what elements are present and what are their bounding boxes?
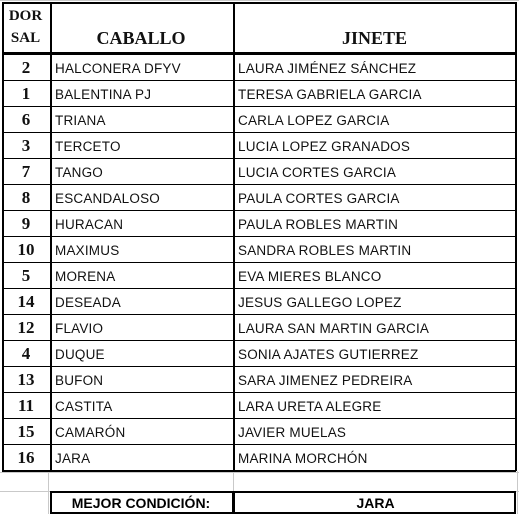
jinete-cell[interactable] [234, 237, 516, 263]
gridline [0, 0, 519, 1]
caballo-cell[interactable] [51, 263, 233, 289]
jinete-cell[interactable] [234, 445, 516, 471]
caballo-cell-text: DESEADA [55, 294, 121, 310]
jinete-cell-text: SARA JIMENEZ PEDREIRA [238, 372, 413, 388]
row-divider [2, 132, 516, 133]
dorsal-cell[interactable] [2, 367, 50, 393]
caballo-cell-text: TANGO [55, 164, 103, 180]
jinete-cell[interactable] [234, 315, 516, 341]
gridline [48, 471, 49, 514]
caballo-cell-text: HURACAN [55, 216, 124, 232]
row-divider [2, 366, 516, 367]
caballo-cell[interactable] [51, 393, 233, 419]
column-border [2, 2, 4, 471]
caballo-cell-text: FLAVIO [55, 320, 104, 336]
dorsal-cell-text: 12 [17, 318, 35, 337]
row-divider [2, 392, 516, 393]
dorsal-cell-text: 4 [21, 344, 31, 363]
dorsal-cell[interactable] [2, 185, 50, 211]
caballo-cell-text: MAXIMUS [55, 242, 120, 258]
caballo-cell-text: TERCETO [55, 138, 121, 154]
gridline [0, 472, 519, 473]
jinete-cell-text: CARLA LOPEZ GARCIA [238, 112, 390, 128]
footer-value: JARA [356, 495, 395, 511]
caballo-cell-text: BUFON [55, 372, 104, 388]
jinete-cell-text: LARA URETA ALEGRE [238, 398, 382, 414]
dorsal-cell[interactable] [2, 315, 50, 341]
row-divider [2, 418, 516, 419]
dorsal-cell-text: 3 [21, 136, 31, 155]
caballo-cell-text: CASTITA [55, 398, 113, 414]
footer-border [514, 491, 516, 513]
column-border [233, 2, 235, 471]
jinete-cell[interactable] [234, 289, 516, 315]
dorsal-cell[interactable] [2, 211, 50, 237]
dorsal-cell[interactable] [2, 107, 50, 133]
jinete-cell[interactable] [234, 341, 516, 367]
header-dorsal-line1: DOR [8, 8, 43, 24]
dorsal-cell[interactable] [2, 133, 50, 159]
jinete-cell-text: PAULA CORTES GARCIA [238, 190, 400, 206]
header-caballo-label: CABALLO [96, 28, 186, 48]
dorsal-cell-text: 14 [17, 292, 35, 311]
jinete-cell-text: LUCIA LOPEZ GRANADOS [238, 138, 411, 154]
header-jinete-label: JINETE [341, 28, 408, 48]
caballo-cell[interactable] [51, 315, 233, 341]
caballo-cell[interactable] [51, 81, 233, 107]
jinete-cell[interactable] [234, 263, 516, 289]
header-caballo[interactable] [50, 2, 232, 52]
dorsal-cell[interactable] [2, 393, 50, 419]
header-dorsal-line2: SAL [10, 30, 41, 46]
dorsal-cell[interactable] [2, 159, 50, 185]
row-divider [2, 340, 516, 341]
caballo-cell-text: HALCONERA DFYV [55, 60, 181, 76]
jinete-cell[interactable] [234, 419, 516, 445]
caballo-cell[interactable] [51, 367, 233, 393]
dorsal-cell[interactable] [2, 263, 50, 289]
dorsal-cell[interactable] [2, 55, 50, 81]
caballo-cell-text: ESCANDALOSO [55, 190, 160, 206]
border [2, 470, 516, 472]
footer-label-cell[interactable] [50, 492, 232, 514]
jinete-cell-text: JESUS GALLEGO LOPEZ [238, 294, 402, 310]
row-divider [2, 444, 516, 445]
jinete-cell[interactable] [234, 211, 516, 237]
jinete-cell[interactable] [234, 367, 516, 393]
dorsal-cell-text: 2 [21, 58, 31, 77]
caballo-cell[interactable] [51, 445, 233, 471]
jinete-cell[interactable] [234, 393, 516, 419]
caballo-cell-text: TRIANA [55, 112, 106, 128]
dorsal-cell[interactable] [2, 289, 50, 315]
footer-border [50, 491, 52, 513]
row-divider [2, 80, 516, 81]
dorsal-cell[interactable] [2, 81, 50, 107]
dorsal-cell[interactable] [2, 419, 50, 445]
caballo-cell[interactable] [51, 55, 233, 81]
jinete-cell[interactable] [234, 55, 516, 81]
caballo-cell-text: MORENA [55, 268, 116, 284]
caballo-cell[interactable] [51, 237, 233, 263]
dorsal-cell-text: 16 [17, 448, 35, 467]
row-divider [2, 236, 516, 237]
caballo-cell[interactable] [51, 419, 233, 445]
footer-border [50, 491, 516, 493]
caballo-cell[interactable] [51, 107, 233, 133]
jinete-cell[interactable] [234, 185, 516, 211]
dorsal-cell-text: 5 [21, 266, 31, 285]
dorsal-cell[interactable] [2, 341, 50, 367]
dorsal-cell-text: 1 [21, 84, 31, 103]
jinete-cell[interactable] [234, 159, 516, 185]
jinete-cell[interactable] [234, 133, 516, 159]
caballo-cell[interactable] [51, 133, 233, 159]
caballo-cell[interactable] [51, 289, 233, 315]
jinete-cell-text: MARINA MORCHÓN [238, 450, 368, 466]
footer-value-cell[interactable] [235, 492, 516, 514]
border [2, 52, 516, 55]
border [2, 2, 516, 4]
dorsal-cell-text: 15 [17, 422, 35, 441]
dorsal-cell-text: 6 [21, 110, 31, 129]
row-divider [2, 184, 516, 185]
row-divider [2, 262, 516, 263]
header-jinete[interactable] [233, 2, 516, 52]
dorsal-cell-text: 8 [21, 188, 31, 207]
caballo-cell[interactable] [51, 159, 233, 185]
dorsal-cell[interactable] [2, 445, 50, 471]
jinete-cell[interactable] [234, 81, 516, 107]
jinete-cell-text: LAURA SAN MARTIN GARCIA [238, 320, 430, 336]
row-divider [2, 106, 516, 107]
caballo-cell[interactable] [51, 211, 233, 237]
jinete-cell-text: LAURA JIMÉNEZ SÁNCHEZ [238, 60, 417, 76]
jinete-cell-text: SANDRA ROBLES MARTIN [238, 242, 412, 258]
jinete-cell[interactable] [234, 107, 516, 133]
dorsal-cell-text: 13 [17, 370, 35, 389]
caballo-cell-text: CAMARÓN [55, 424, 126, 440]
dorsal-cell-text: 9 [21, 214, 31, 233]
footer-border [232, 491, 235, 513]
jinete-cell-text: JAVIER MUELAS [238, 424, 347, 440]
caballo-cell-text: BALENTINA PJ [55, 86, 152, 102]
row-divider [2, 210, 516, 211]
dorsal-cell[interactable] [2, 237, 50, 263]
caballo-cell-text: DUQUE [55, 346, 105, 362]
gridline [517, 471, 518, 514]
column-border [515, 2, 517, 471]
footer-label: MEJOR CONDICIÓN: [71, 495, 211, 511]
caballo-cell[interactable] [51, 341, 233, 367]
jinete-cell-text: TERESA GABRIELA GARCIA [238, 86, 422, 102]
caballo-cell-text: JARA [55, 450, 91, 466]
header-dorsal[interactable] [2, 2, 49, 52]
column-border [50, 2, 52, 471]
jinete-cell-text: SONIA AJATES GUTIERREZ [238, 346, 419, 362]
row-divider [2, 158, 516, 159]
jinete-cell-text: PAULA ROBLES MARTIN [238, 216, 399, 232]
dorsal-cell-text: 11 [17, 396, 35, 415]
dorsal-cell-text: 7 [21, 162, 31, 181]
dorsal-cell-text: 10 [17, 240, 35, 259]
jinete-cell-text: EVA MIERES BLANCO [238, 268, 382, 284]
jinete-cell-text: LUCIA CORTES GARCIA [238, 164, 397, 180]
row-divider [2, 314, 516, 315]
caballo-cell[interactable] [51, 185, 233, 211]
row-divider [2, 288, 516, 289]
